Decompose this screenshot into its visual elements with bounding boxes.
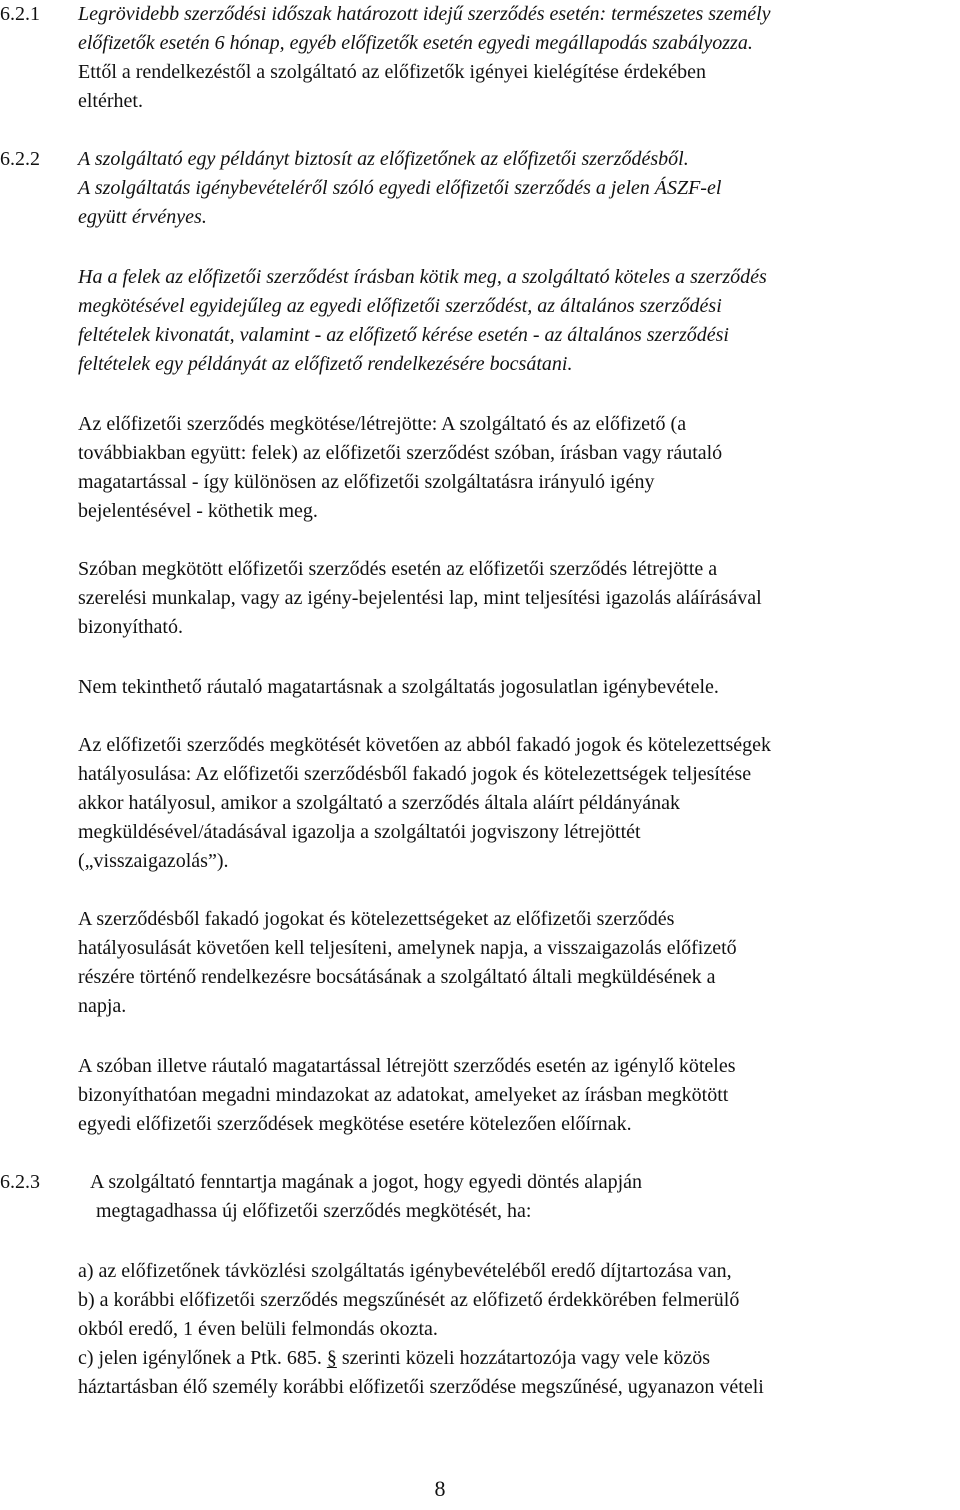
paragraph-line: feltételek egy példányát az előfizető rendelkezésére bocsátani. — [78, 353, 573, 375]
section-text-line: Ettől a rendelkezéstől a szolgáltató az előfizetők igényei kielégítése érdekében — [78, 61, 707, 83]
paragraph-line: megküldésével/átadásával igazolja a szolgáltatói jogviszony létrejöttét — [78, 821, 641, 843]
paragraph-line: A szerződésből fakadó jogokat és kötelezettségeket az előfizetői szerződés — [78, 908, 675, 930]
paragraph-line: A szóban illetve ráutaló magatartással létrejött szerződés esetén az igénylő köteles — [78, 1055, 736, 1077]
section-text-line: eltérhet. — [78, 90, 143, 112]
paragraph-line: („visszaigazolás”). — [78, 850, 229, 872]
list-item: c) jelen igénylőnek a Ptk. 685. § szerinti közeli hozzátartozója vagy vele közös — [78, 1347, 711, 1369]
list-item: a) az előfizetőnek távközlési szolgáltatás igénybevételéből eredő díjtartozása van, — [78, 1260, 732, 1282]
paragraph-line: feltételek kivonatát, valamint - az előfizető kérése esetén - az általános szerződési — [78, 324, 729, 346]
list-item: b) a korábbi előfizetői szerződés megszűnését az előfizető érdekkörében felmerülő — [78, 1289, 740, 1311]
section-text-line: A szolgáltató fenntartja magának a jogot, hogy egyedi döntés alapján — [90, 1171, 643, 1193]
list-item: háztartásban élő személy korábbi előfizetői szerződése megszűnésé, ugyanazon vételi — [78, 1376, 764, 1398]
paragraph-line: Szóban megkötött előfizetői szerződés esetén az előfizetői szerződés létrejötte a — [78, 558, 718, 580]
section-text-line: előfizetők esetén 6 hónap, egyéb előfizetők esetén egyedi megállapodás szabályozza. — [78, 32, 753, 54]
paragraph-line: egyedi előfizetői szerződések megkötése esetére kötelezően előírnak. — [78, 1113, 632, 1135]
paragraph-line: megkötésével egyidejűleg az egyedi előfizetői szerződést, az általános szerződési — [78, 295, 722, 317]
paragraph-line: bejelentésével - köthetik meg. — [78, 500, 318, 522]
paragraph-line: Nem tekinthető ráutaló magatartásnak a szolgáltatás jogosulatlan igénybevétele. — [78, 676, 719, 698]
section-text-line: Legrövidebb szerződési időszak határozott idejű szerződés esetén: természetes személy — [78, 3, 771, 25]
paragraph-line: részére történő rendelkezésre bocsátásának a szolgáltató általi megküldésének a — [78, 966, 716, 988]
section-number: 6.2.1 — [0, 3, 40, 25]
section-number: 6.2.2 — [0, 148, 40, 170]
paragraph-line: magatartással - így különösen az előfizetői szolgáltatásra irányuló igény — [78, 471, 655, 493]
section-text-line: A szolgáltatás igénybevételéről szóló egyedi előfizetői szerződés a jelen ÁSZF-el — [78, 177, 722, 199]
paragraph-line: akkor hatályosul, amikor a szolgáltató a szerződés általa aláírt példányának — [78, 792, 680, 814]
paragraph-line: Az előfizetői szerződés megkötését követően az abból fakadó jogok és kötelezettségek — [78, 734, 772, 756]
paragraph-line: hatályosulását követően kell teljesíteni, amelynek napja, a visszaigazolás előfizető — [78, 937, 737, 959]
paragraph-line: Az előfizetői szerződés megkötése/létrejötte: A szolgáltató és az előfizető (a — [78, 413, 687, 435]
paragraph-line: Ha a felek az előfizetői szerződést írásban kötik meg, a szolgáltató köteles a szerződés — [78, 266, 767, 288]
section-number: 6.2.3 — [0, 1171, 40, 1193]
section-text-line: megtagadhassa új előfizetői szerződés megkötését, ha: — [96, 1200, 532, 1222]
paragraph-line: szerelési munkalap, vagy az igény-bejelentési lap, mint teljesítési igazolás aláírásával — [78, 587, 762, 609]
list-item: okból eredő, 1 éven belüli felmondás okozta. — [78, 1318, 438, 1340]
section-text-line: együtt érvényes. — [78, 206, 207, 228]
paragraph-line: bizonyítható. — [78, 616, 183, 638]
page-number: 8 — [434, 1476, 446, 1501]
paragraph-line: bizonyíthatóan megadni mindazokat az adatokat, amelyeket az írásban megkötött — [78, 1084, 729, 1106]
section-text-line: A szolgáltató egy példányt biztosít az előfizetőnek az előfizetői szerződésből. — [78, 148, 689, 170]
paragraph-line: hatályosulása: Az előfizetői szerződésből fakadó jogok és kötelezettségek teljesítése — [78, 763, 752, 785]
paragraph-line: továbbiakban együtt: felek) az előfizetői szerződést szóban, írásban vagy ráutaló — [78, 442, 723, 464]
paragraph-line: napja. — [78, 995, 127, 1017]
